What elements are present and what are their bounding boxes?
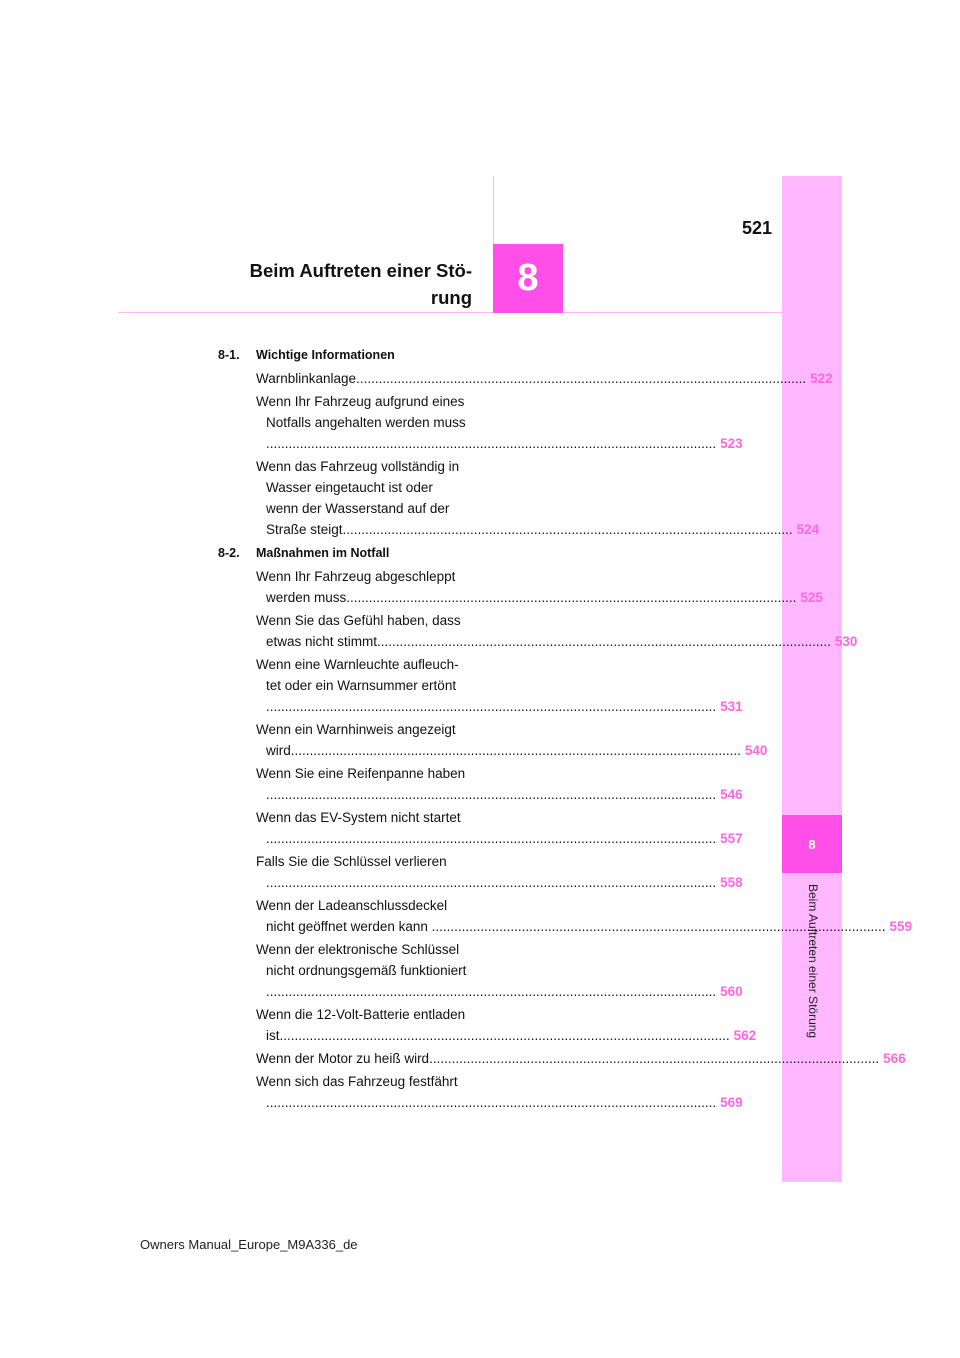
toc-entry-line: Wenn die 12-Volt-Batterie entladen <box>256 1007 466 1022</box>
toc-page-link[interactable]: 562 <box>733 1028 757 1043</box>
toc-entry[interactable] <box>256 456 820 540</box>
toc-leader-dots: ........................................................................................................................ <box>290 743 741 758</box>
chapter-title-line1: Beim Auftreten einer Stö- <box>249 260 472 281</box>
toc-entry-line: Wenn ein Warnhinweis angezeigt <box>256 722 456 737</box>
toc-page-link[interactable]: 560 <box>720 984 743 999</box>
toc-entry-line <box>256 368 833 389</box>
toc-entry-line: Wenn Ihr Fahrzeug aufgrund eines <box>256 394 465 409</box>
toc-entry-line <box>256 740 768 761</box>
toc-entry[interactable] <box>256 763 743 805</box>
toc-page-link[interactable]: 522 <box>810 371 833 386</box>
toc-page-link[interactable]: 557 <box>720 831 743 846</box>
toc-leader-dots: ........................................................................................................................ <box>266 984 717 999</box>
chapter-title-line2: rung <box>430 287 472 308</box>
chapter-title <box>172 257 472 311</box>
toc-leader-dots: ........................................................................................................................ <box>346 590 797 605</box>
toc-entry-line: nicht ordnungsgemäß funktioniert <box>266 963 467 978</box>
toc-entry[interactable] <box>256 895 912 937</box>
toc-section-heading <box>218 344 468 365</box>
toc-leader-dots: ........................................................................................................................ <box>266 875 717 890</box>
toc-entry-text: etwas nicht stimmt. <box>266 634 381 649</box>
chapter-number-box: 8 <box>493 244 563 313</box>
toc-entry[interactable] <box>256 1048 906 1069</box>
toc-leader-dots: ........................................................................................................................ <box>435 919 886 934</box>
toc-entry-line: Wenn eine Warnleuchte aufleuch- <box>256 657 459 672</box>
toc-entry-line: Wenn der Ladeanschlussdeckel <box>256 898 448 913</box>
toc-page-link[interactable]: 566 <box>883 1051 906 1066</box>
toc-entry-text: Warnblinkanlage <box>256 371 357 386</box>
toc-entry-line: Notfalls angehalten werden muss <box>266 415 466 430</box>
page-number: 521 <box>741 218 772 238</box>
toc-leader-dots: ........................................................................................................................ <box>342 522 793 537</box>
toc-entry-line: Wenn Sie das Gefühl haben, dass <box>256 613 461 628</box>
toc-entry-text: wird <box>266 743 291 758</box>
toc-entry[interactable] <box>256 1004 757 1046</box>
toc-entry[interactable] <box>256 1071 743 1113</box>
toc-entry-line: Wenn Sie eine Reifenpanne haben <box>256 766 466 781</box>
toc-entry[interactable] <box>256 939 743 1002</box>
toc-entry[interactable] <box>256 807 743 849</box>
toc-entry-line <box>256 1048 906 1069</box>
toc-entry-line: Wasser eingetaucht ist oder <box>266 480 433 495</box>
toc-section-title: Maßnahmen im Notfall <box>256 545 390 560</box>
toc-entry[interactable] <box>256 851 743 893</box>
toc-leader-dots: ........................................................................................................................ <box>266 436 717 451</box>
toc-entry[interactable] <box>256 654 743 717</box>
toc-page-link[interactable]: 523 <box>720 436 743 451</box>
toc-page-link[interactable]: 530 <box>834 634 858 649</box>
toc-entry-line: Wenn das Fahrzeug vollständig in <box>256 459 460 474</box>
toc-leader-dots: ........................................................................................................................ <box>356 371 807 386</box>
toc-page-link[interactable]: 559 <box>889 919 912 934</box>
toc-leader-dots: ........................................................................................................................ <box>266 831 717 846</box>
toc-entry-line: Wenn Ihr Fahrzeug abgeschleppt <box>256 569 456 584</box>
toc-entry-line: Wenn sich das Fahrzeug festfährt <box>256 1074 458 1089</box>
toc-entry-line <box>256 631 858 652</box>
toc-section-title: Wichtige Informationen <box>256 347 395 362</box>
toc-entry-text: Straße steigt <box>266 522 343 537</box>
toc-entry-text: nicht geöffnet werden kann . <box>266 919 436 934</box>
toc-leader-dots: ........................................................................................................................ <box>380 634 831 649</box>
toc-entry-text: werden muss <box>266 590 347 605</box>
toc-entry-line <box>256 1092 743 1113</box>
toc-entry[interactable] <box>256 368 833 389</box>
toc-entry-line: wenn der Wasserstand auf der <box>266 501 450 516</box>
toc-entry-line: Falls Sie die Schlüssel verlieren <box>256 854 447 869</box>
toc-entry[interactable] <box>256 719 768 761</box>
toc-entry-line <box>256 784 743 805</box>
toc-entry-line <box>256 1025 757 1046</box>
toc-entry[interactable] <box>256 610 858 652</box>
toc-leader-dots: ........................................................................................................................ <box>266 699 717 714</box>
toc-page-link[interactable]: 558 <box>720 875 743 890</box>
toc-entry-line <box>256 828 743 849</box>
toc-leader-dots: ........................................................................................................................ <box>266 1095 717 1110</box>
side-chapter-tab[interactable]: 8 <box>782 815 842 873</box>
toc-entry-line <box>256 433 743 454</box>
toc-entry[interactable] <box>256 391 743 454</box>
toc-page-link[interactable]: 525 <box>800 590 823 605</box>
toc-entry-text: ist <box>266 1028 280 1043</box>
toc-entry-line <box>256 587 823 608</box>
toc-page-link[interactable]: 540 <box>744 743 768 758</box>
toc-leader-dots: ........................................................................................................................ <box>429 1051 880 1066</box>
toc-section-number: 8-2. <box>218 545 240 560</box>
toc-entry-line <box>256 519 820 540</box>
side-chapter-label: Beim Auftreten einer Störung <box>806 884 820 1039</box>
toc-leader-dots: ........................................................................................................................ <box>279 1028 730 1043</box>
toc-section-heading <box>218 542 468 563</box>
toc-entry-line: tet oder ein Warnsummer ertönt <box>266 678 457 693</box>
toc-entry-line <box>256 916 912 937</box>
toc-entry[interactable] <box>256 566 823 608</box>
toc-entry-line <box>256 696 743 717</box>
footer: Owners Manual_Europe_M9A336_de <box>140 1237 358 1252</box>
toc-entry-line: Wenn das EV-System nicht startet <box>256 810 461 825</box>
toc-page-link[interactable]: 546 <box>720 787 743 802</box>
header-horizontal-rule <box>118 312 782 313</box>
toc-page-link[interactable]: 531 <box>720 699 743 714</box>
toc-entry-line: Wenn der elektronische Schlüssel <box>256 942 460 957</box>
toc-page-link[interactable]: 524 <box>796 522 820 537</box>
toc-entry-text: Wenn der Motor zu heiß wird <box>256 1051 430 1066</box>
toc-entry-line <box>256 981 743 1002</box>
toc-page-link[interactable]: 569 <box>720 1095 743 1110</box>
toc-entry-line <box>256 872 743 893</box>
toc-leader-dots: ........................................................................................................................ <box>266 787 717 802</box>
header-vertical-rule <box>493 176 494 244</box>
toc-section-number: 8-1. <box>218 347 240 362</box>
